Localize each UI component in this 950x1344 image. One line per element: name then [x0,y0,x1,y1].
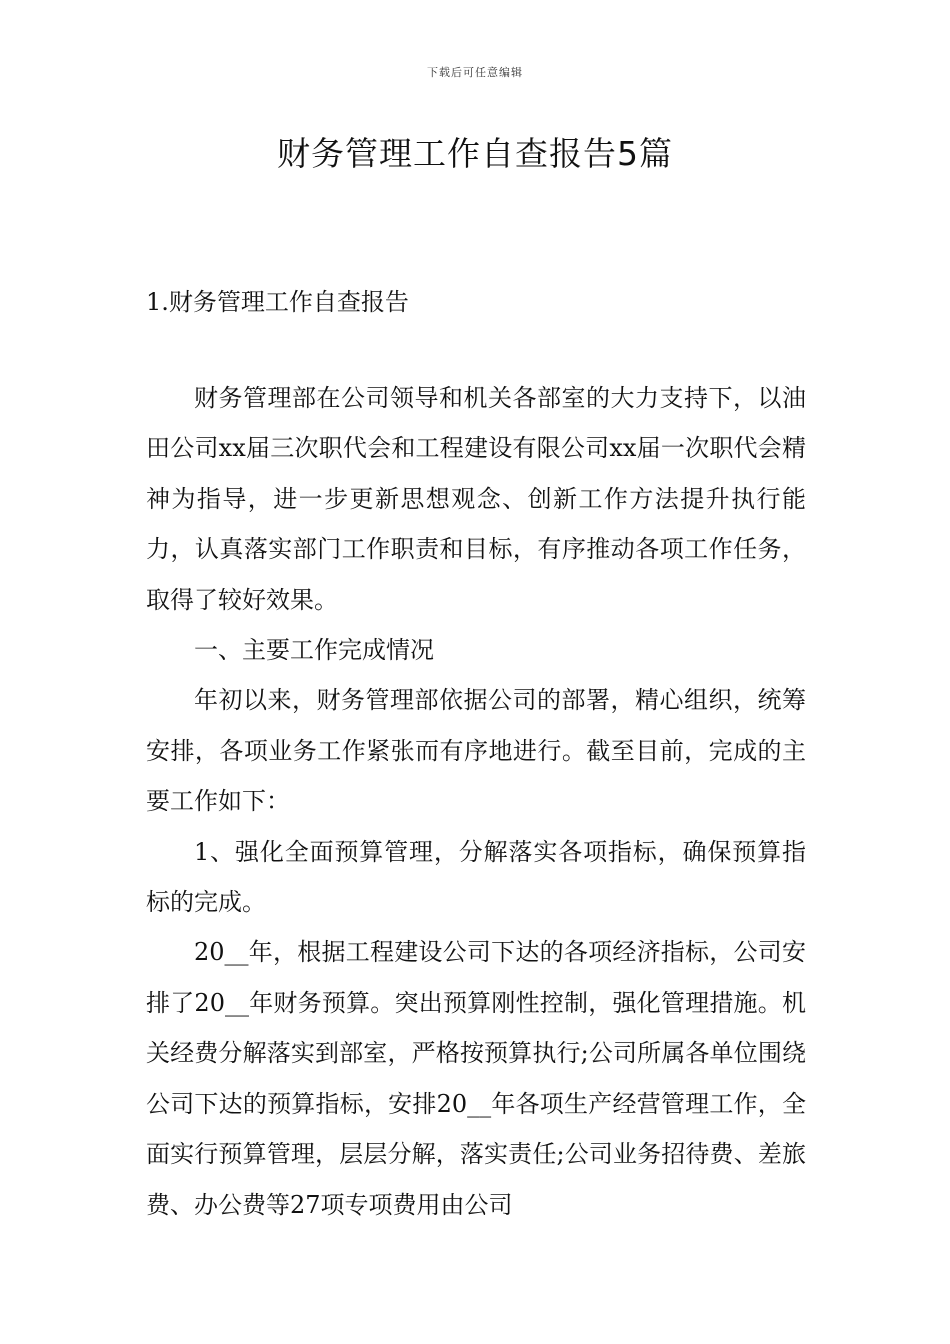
paragraph: 一、主要工作完成情况 [194,636,434,665]
document-title: 财务管理工作自查报告5篇 [277,134,673,173]
paragraph: 1、强化全面预算管理，分解落实各项指标，确保预算指标的完成。 [146,837,806,917]
paragraph: 20__年，根据工程建设公司下达的各项经济指标，公司安排了20__年财务预算。突出预算刚性控制，强化管理措施。机关经费分解落实到部室，严格按预算执行;公司所属各单位围绕公司下达的预算指标，安排20__年各项生产经营管理工作，全面实行预算管理，层层分解，落实责任;公司业务招待费、差旅费、办公费等27项专项费用由公司 [146,938,806,1219]
section-heading: 1.财务管理工作自查报告 [146,288,409,316]
paragraph: 年初以来，财务管理部依据公司的部署，精心组织，统筹安排，各项业务工作紧张而有序地进行。截至目前，完成的主要工作如下： [146,686,806,816]
header-note: 下载后可任意编辑 [427,66,523,79]
document-body [146,373,806,1230]
paragraph: 财务管理部在公司领导和机关各部室的大力支持下，以油田公司xx届三次职代会和工程建设有限公司xx届一次职代会精神为指导，进一步更新思想观念、创新工作方法提升执行能力，认真落实部门工作职责和目标，有序推动各项工作任务，取得了较好效果。 [146,384,806,614]
